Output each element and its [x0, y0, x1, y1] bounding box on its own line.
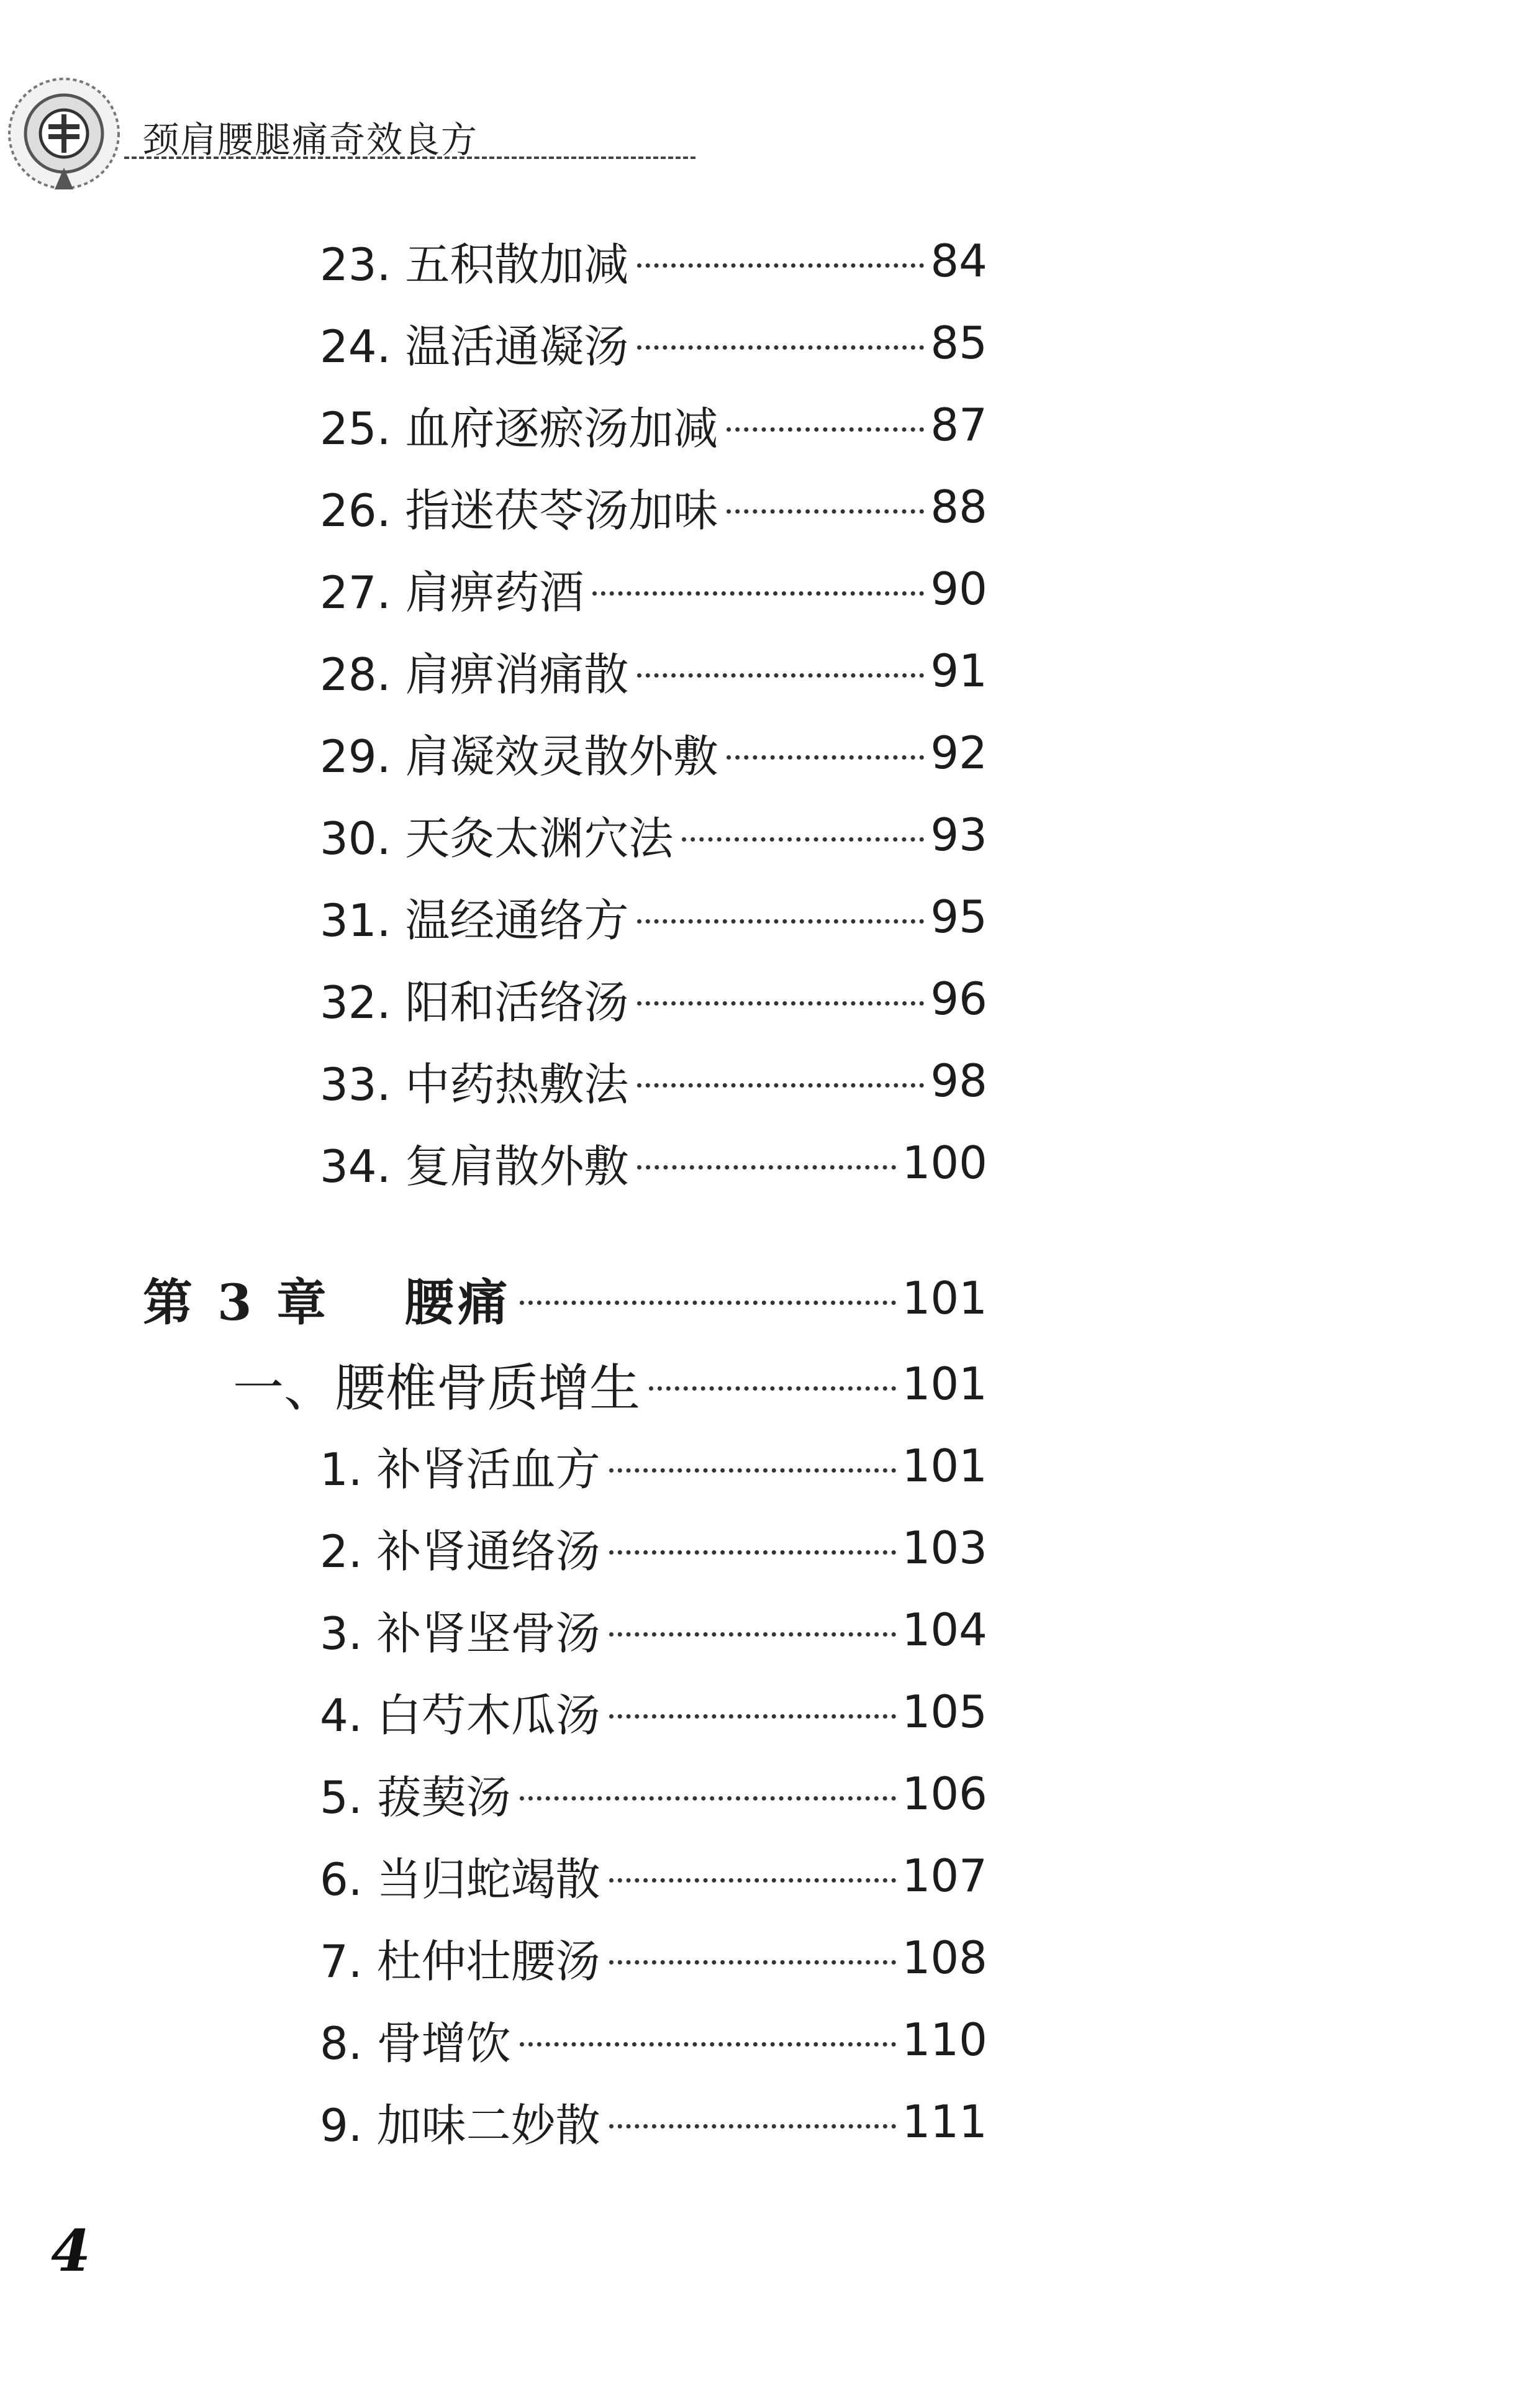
toc-entry-page: 91: [930, 645, 987, 697]
header-title: 颈肩腰腿痛奇效良方: [143, 119, 479, 161]
toc-chapter-entry[interactable]: [143, 1267, 987, 1332]
dot-leader: [520, 1301, 895, 1305]
toc-entry[interactable]: [320, 476, 987, 538]
toc-entry-label: 2. 补肾通络汤: [320, 1525, 600, 1578]
dot-leader: [520, 2042, 896, 2047]
dot-leader: [637, 1165, 895, 1170]
toc-entry-label: 27. 肩痹药酒: [320, 566, 584, 619]
toc-entry-page: 111: [902, 2096, 987, 2148]
chapter-title: 第 3 章 腰痛: [143, 1273, 512, 1332]
chapter-page: 101: [902, 1272, 987, 1324]
dot-leader: [637, 345, 924, 350]
dot-leader: [637, 1001, 924, 1006]
toc-entry-label: 4. 白芍木瓜汤: [320, 1689, 600, 1742]
toc-entry-page: 104: [902, 1604, 987, 1656]
dot-leader: [637, 919, 924, 924]
dot-leader: [609, 1468, 896, 1473]
toc-entry[interactable]: [320, 2091, 987, 2153]
toc-entry-page: 105: [902, 1686, 987, 1738]
toc-entry[interactable]: [320, 804, 987, 866]
dot-leader: [637, 673, 924, 678]
toc-entry-label: 28. 肩痹消痛散: [320, 648, 629, 701]
toc-entry-label: 3. 补肾坚骨汤: [320, 1607, 600, 1660]
toc-entry[interactable]: [320, 2009, 987, 2071]
dot-leader: [649, 1386, 896, 1391]
dot-leader: [727, 755, 924, 760]
toc-entry[interactable]: [320, 1763, 987, 1825]
toc-entry-label: 1. 补肾活血方: [320, 1443, 600, 1496]
dot-leader: [637, 263, 924, 268]
toc-entry-page: 103: [902, 1522, 987, 1574]
ornament-emblem-icon: [5, 75, 123, 193]
page-number: 4: [51, 2217, 91, 2284]
dot-leader: [609, 1960, 896, 1965]
toc-entry-page: 106: [902, 1768, 987, 1820]
toc-entry-label: 8. 骨增饮: [320, 2017, 511, 2069]
toc-entry[interactable]: [320, 886, 987, 948]
toc-entry-label: 7. 杜仲壮腰汤: [320, 1935, 600, 1988]
dot-leader: [592, 591, 924, 596]
toc-entry[interactable]: [320, 1435, 987, 1497]
toc-entry-page: 108: [902, 1932, 987, 1984]
dot-leader: [609, 2124, 896, 2128]
toc-entry-page: 90: [930, 563, 987, 615]
dot-leader: [682, 837, 924, 842]
toc-entry[interactable]: [320, 1927, 987, 1989]
toc-entry-page: 88: [930, 481, 987, 533]
dot-leader: [609, 1878, 896, 1883]
toc-entry-label: 26. 指迷茯苓汤加味: [320, 484, 718, 537]
toc-entry-label: 6. 当归蛇竭散: [320, 1853, 600, 1906]
dot-leader: [520, 1796, 896, 1801]
toc-entry-page: 87: [930, 399, 987, 451]
toc-entry-page: 95: [930, 891, 987, 943]
toc-entry[interactable]: [320, 1517, 987, 1579]
toc-entry[interactable]: [320, 558, 987, 620]
toc-entry-label: 25. 血府逐瘀汤加减: [320, 402, 718, 455]
toc-entry-page: 85: [930, 317, 987, 369]
toc-entry-page: 93: [930, 809, 987, 861]
toc-entry-label: 9. 加味二妙散: [320, 2099, 600, 2151]
toc-entry-page: 98: [930, 1055, 987, 1107]
toc-entry-label: 34. 复肩散外敷: [320, 1140, 629, 1192]
toc-entry-page: 107: [902, 1850, 987, 1902]
toc-section-entry[interactable]: [233, 1353, 987, 1418]
toc-entry[interactable]: [320, 1132, 987, 1194]
dot-leader: [609, 1632, 896, 1637]
toc-entry-label: 24. 温活通凝汤: [320, 320, 629, 373]
section-page: 101: [902, 1358, 987, 1410]
toc-entry[interactable]: [320, 968, 987, 1030]
dot-leader: [727, 427, 924, 432]
toc-entry-page: 92: [930, 727, 987, 779]
dot-leader: [609, 1714, 896, 1719]
dot-leader: [727, 509, 924, 514]
toc-entry[interactable]: [320, 230, 987, 292]
dot-leader: [637, 1083, 924, 1088]
toc-entry[interactable]: [320, 312, 987, 374]
toc-entry-label: 5. 菝葜汤: [320, 1771, 511, 1824]
toc-entry[interactable]: [320, 1050, 987, 1112]
toc-entry-label: 29. 肩凝效灵散外敷: [320, 730, 718, 783]
toc-entry[interactable]: [320, 1845, 987, 1907]
toc-entry[interactable]: [320, 1681, 987, 1743]
toc-entry-page: 100: [902, 1137, 987, 1189]
running-header: [0, 62, 695, 211]
toc-entry-label: 33. 中药热敷法: [320, 1058, 629, 1111]
toc-entry[interactable]: [320, 722, 987, 784]
toc-entry-page: 96: [930, 973, 987, 1025]
toc-entry[interactable]: [320, 1599, 987, 1661]
toc-entry-label: 30. 天灸太渊穴法: [320, 812, 674, 865]
toc-entry-page: 110: [902, 2014, 987, 2066]
dot-leader: [609, 1550, 896, 1555]
toc-entry-label: 31. 温经通络方: [320, 894, 629, 947]
toc-entry-label: 32. 阳和活络汤: [320, 976, 629, 1029]
toc-entry-label: 23. 五积散加减: [320, 238, 629, 291]
toc-entry[interactable]: [320, 640, 987, 702]
toc-entry-page: 84: [930, 235, 987, 287]
toc-entry-page: 101: [902, 1440, 987, 1492]
header-dashed-rule: [124, 157, 695, 159]
section-title: 一、腰椎骨质增生: [233, 1358, 641, 1418]
toc-entry[interactable]: [320, 394, 987, 456]
